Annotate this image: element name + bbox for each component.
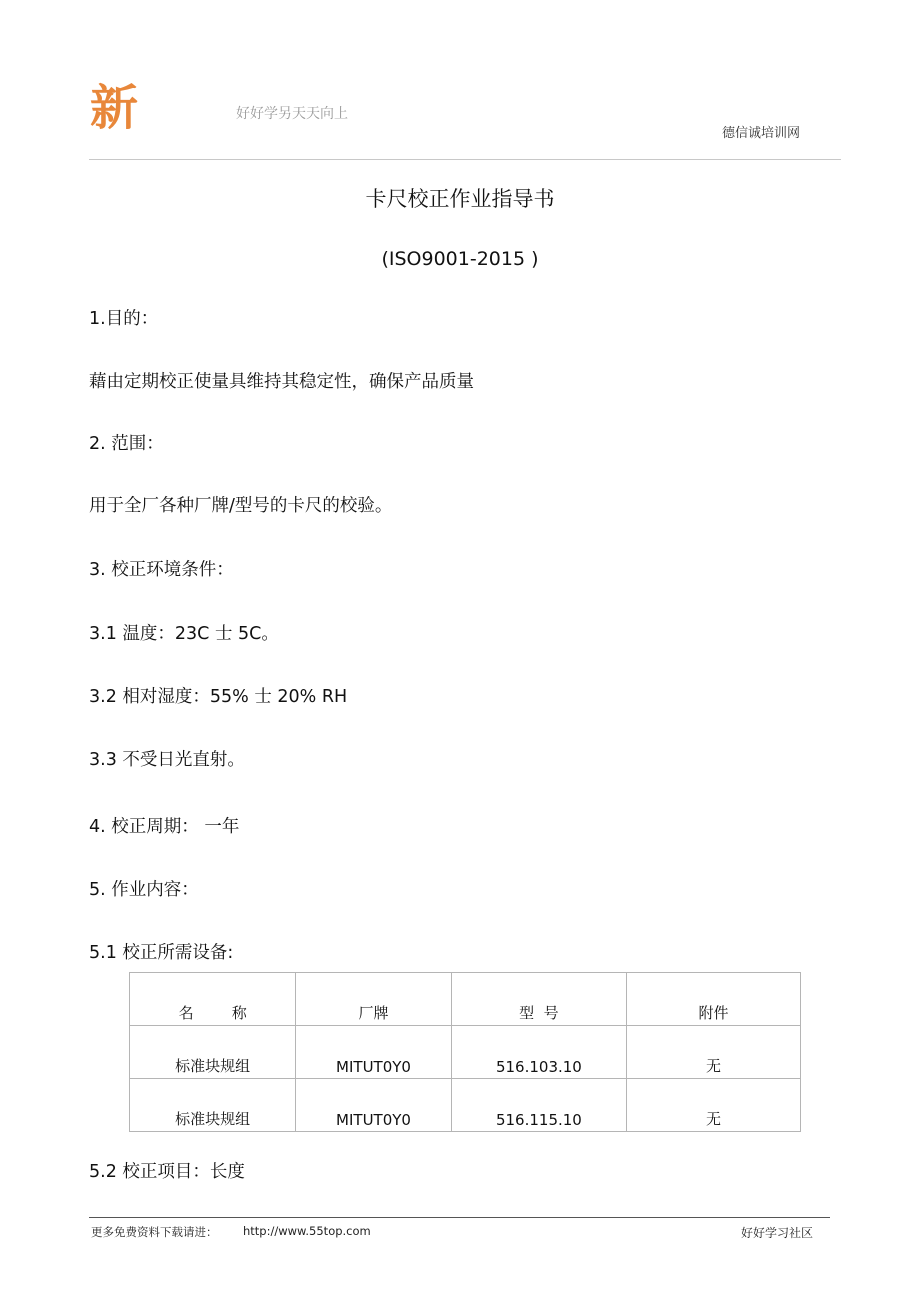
table-cell: 无 xyxy=(627,1079,801,1132)
section-1-body: 藉由定期校正使量具维持其稳定性，确保产品质量 xyxy=(89,372,474,392)
footer-divider xyxy=(89,1217,830,1218)
section-5-1: 5.1 校正所需设备: xyxy=(89,943,234,963)
section-3-2: 3.2 相对湿度：55% 士 20% RH xyxy=(89,687,348,707)
footer-download-text: 更多免费资料下载请进： xyxy=(91,1225,218,1239)
header-slogan: 好好学另天天向上 xyxy=(236,106,348,122)
section-3-heading: 3. 校正环境条件： xyxy=(89,560,234,580)
table-cell: MITUT0Y0 xyxy=(296,1026,451,1079)
equipment-table xyxy=(129,972,801,1132)
table-cell: 516.115.10 xyxy=(451,1079,626,1132)
table-cell: 516.103.10 xyxy=(451,1026,626,1079)
table-row xyxy=(130,1026,801,1079)
section-1-heading: 1.目的： xyxy=(89,309,159,329)
document-subtitle: (ISO9001-2015 ) xyxy=(381,248,539,270)
table-header-cell: 名 称 xyxy=(130,973,296,1026)
section-2-body: 用于全厂各种厂牌/型号的卡尺的校验。 xyxy=(89,496,393,516)
table-cell: 无 xyxy=(627,1026,801,1079)
section-3-3: 3.3 不受日光直射。 xyxy=(89,750,245,770)
section-5-2: 5.2 校正项目：长度 xyxy=(89,1162,245,1182)
footer-url-link[interactable]: http://www.55top.com xyxy=(243,1224,371,1238)
header-divider xyxy=(89,159,841,160)
logo-character: 新 xyxy=(90,80,139,136)
document-title: 卡尺校正作业指导书 xyxy=(365,187,555,211)
section-2-heading: 2. 范围： xyxy=(89,434,164,454)
section-3-1: 3.1 温度：23C 士 5C。 xyxy=(89,624,279,644)
header-site-name: 德信诚培训网 xyxy=(722,126,801,141)
table-cell: 标准块规组 xyxy=(130,1026,296,1079)
table-header-row xyxy=(130,973,801,1026)
table-cell: 标准块规组 xyxy=(130,1079,296,1132)
table-row xyxy=(130,1079,801,1132)
table-cell: MITUT0Y0 xyxy=(296,1079,451,1132)
table-header-cell: 厂牌 xyxy=(296,973,451,1026)
section-5-heading: 5. 作业内容： xyxy=(89,880,199,900)
footer-community-text: 好好学习社区 xyxy=(741,1226,814,1240)
table-header-cell: 型 号 xyxy=(451,973,626,1026)
section-4: 4. 校正周期： 一年 xyxy=(89,817,240,837)
table-header-cell: 附件 xyxy=(627,973,801,1026)
